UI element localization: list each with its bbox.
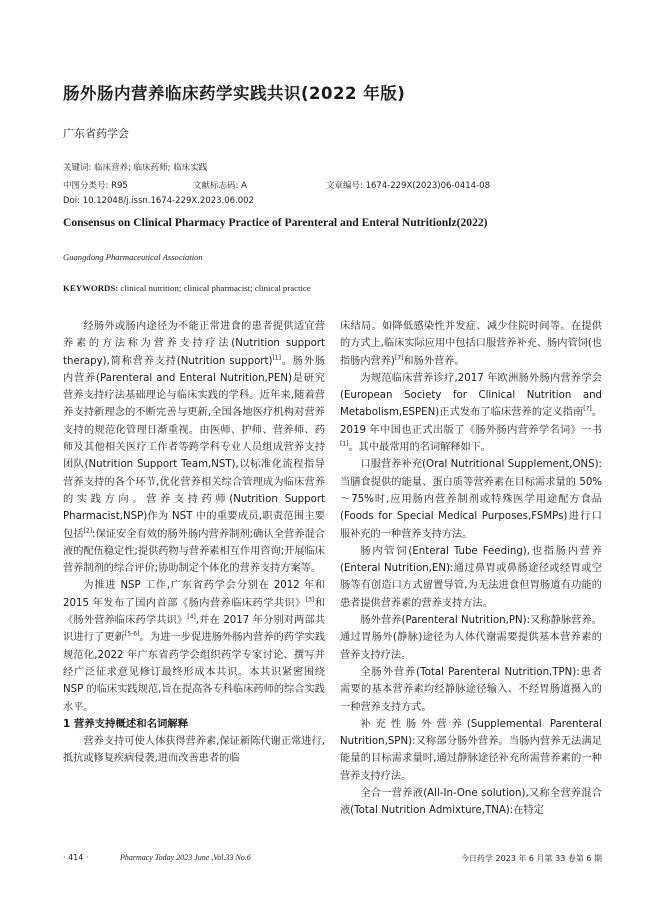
english-keywords-text: clinical nutrition; clinical pharmacist; clinical practice [118,283,311,293]
page-title: 肠外肠内营养临床药学实践共识(2022 年版) [63,84,406,103]
definition-spn: 补充性肠外营养(Supplemental Parenteral Nutrition,SPN):又称部分肠外营养。当肠内营养无法满足能量的目标需求量时,通过静脉途径补充所需营养素的一种营养支持疗法。 [340,718,602,782]
english-title: Consensus on Clinical Pharmacy Practice of Parenteral and Enteral Nutritionlz(2022) [63,216,488,229]
paragraph: 为推进 NSP 工作,广东省药学会分别在 2012 年和 2015 年发布了国内首部《肠内营养临床药学共识》[3]和《肠外营养临床药学共识》[4],并在 2017 年分别对两部共识进行了更新[5-6]。为进一步促进肠外肠内营养的药学实践规范化,2022 年广东省药学会组织药学专家讨论、撰写并经广泛征求意见修订最终形成本共识。本共识紧密围绕 NSP 的临床实践规范,旨在提高各专科临床药师的综合实践水平。 [63,580,325,713]
definition-en: 肠内管饲(Enteral Tube Feeding),也指肠内营养(Enteral Nutrition,EN):通过鼻胃或鼻肠途径或经胃或空肠等有创造口方式留置导管,为无法进食但胃肠道有功能的患者提供营养素的营养支持方法。 [340,545,602,609]
paragraph: 营养支持可使人体获得营养素,保证新陈代谢正常进行,抵抗或修复疾病侵袭,进而改善患者的临 [63,736,325,765]
document-code: 文献标志码: A [193,181,247,191]
paragraph: 床结局。如降低感染性并发症、减少住院时间等。在提供的方式上,临床实际应用中包括口服营养补充、肠内管饲(也指肠内营养)[7]和肠外营养。 [340,321,602,367]
definition-tpn: 全肠外营养(Total Parenteral Nutrition,TPN):患者需要的基本营养素均经静脉途径输入、不经胃肠道摄入的一种营养支持方式。 [340,666,602,713]
definition-tna: 全合一营养液(All-In-One solution),又称全营养混合液(Total Nutrition Admixture,TNA):在特定 [340,788,602,817]
article-number: 文章编号: 1674-229X(2023)06-0414-08 [326,181,490,191]
english-keywords-label: KEYWORDS: [63,283,119,293]
definition-pn: 肠外营养(Parenteral Nutrition,PN):又称静脉营养。通过胃肠外(静脉)途径为人体代谢需要提供基本营养素的营养支持疗法。 [340,615,602,661]
english-keywords [63,283,311,293]
paragraph: 为规范临床营养诊疗,2017 年欧洲肠外肠内营养学会(European Society for Clinical Nutrition and Metabolism,ESPEN)正式发布了临床营养的定义指南[7]。2019 年中国也正式出版了《肠外肠内营养学名词》一书[1]。其中最常用的名词解释如下。 [340,372,602,454]
author: 广东省药学会 [63,127,129,140]
left-column [63,318,325,860]
keywords-cn: 关键词: 临床营养; 临床药师; 临床实践 [63,163,208,173]
english-organization: Guangdong Pharmaceutical Association [63,252,203,262]
section-heading: 1 营养支持概述和名词解释 [63,717,189,730]
page-number: · 414 · [63,853,89,862]
paragraph: 经肠外或肠内途径为不能正常进食的患者提供适宜营养素的方法称为营养支持疗法(Nutrition support therapy),简称营养支持(Nutrition support)[1]。肠外肠内营养(Parenteral and Enteral Nutrition,PEN)是研究营养支持疗法基础理论与临床实践的学科。近年来,随着营养支持新理念的不断完善与更新,全国各地医疗机构对营养支持的规范化管理日渐重视。由医师、护师、营养师、药师及其他相关医疗工作者等跨学科专业人员组成营养支持团队(Nutrition Support Team,NST),以标准化流程指导营养支持的各个环节,优化营养相关综合管理成为临床营养的实践方向。营养支持药师(Nutrition Support Pharmacist,NSP)作为 NST 中的重要成员,职责范围主要包括[2]:保证安全有效的肠外肠内营养制剂;确认全营养混合液的配伍稳定性;提供药物与营养素相互作用咨询;开展临床营养制剂的综合评价;协助制定个体化的营养支持方案等。 [63,321,325,575]
journal-citation: Pharmacy Today 2023 June ,Vol.33 No.6 [120,853,251,862]
doi: Doi: 10.12048/j.issn.1674-229X.2023.06.002 [63,196,254,206]
right-column [340,318,602,860]
journal-citation-cn: 今日药学 2023 年 6 月第 33 卷第 6 期 [460,854,602,863]
clc-number: 中图分类号: R95 [63,181,128,191]
definition-ons: 口服营养补充(Oral Nutritional Supplement,ONS):当膳食提供的能量、蛋白质等营养素在目标需求量的 50%～75%时,应用肠内营养制剂或特殊医学用途配方食品(Foods for Special Medical Purposes,FSMPs)进行口服补充的一种营养支持方法。 [340,459,602,540]
